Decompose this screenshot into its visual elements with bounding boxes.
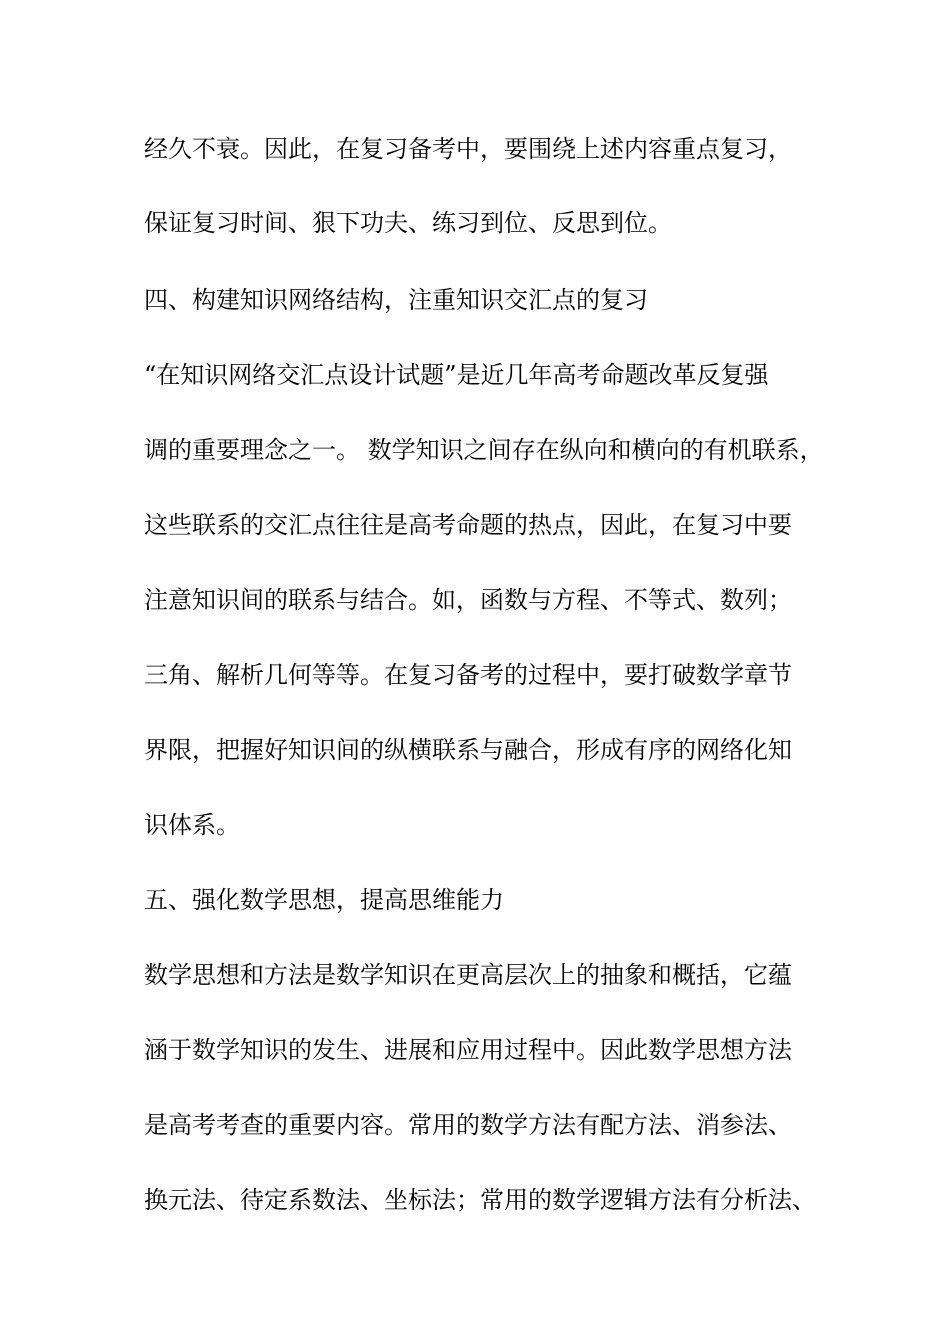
paragraph-line: 是高考考查的重要内容。常用的数学方法有配方法、消参法、 — [144, 1111, 792, 1139]
paragraph-line: 注意知识间的联系与结合。如，函数与方程、不等式、数列； — [144, 586, 792, 614]
paragraph-line: 经久不衰。因此，在复习备考中，要围绕上述内容重点复习， — [144, 135, 792, 163]
paragraph-line: 保证复习时间、狠下功夫、练习到位、反思到位。 — [144, 209, 672, 237]
paragraph-line: 调的重要理念之一。 数学知识之间存在纵向和横向的有机联系， — [144, 436, 824, 464]
paragraph-line: 这些联系的交汇点往往是高考命题的热点，因此，在复习中要 — [144, 511, 792, 539]
paragraph-line: 涵于数学知识的发生、进展和应用过程中。因此数学思想方法 — [144, 1036, 792, 1064]
paragraph-line: 数学思想和方法是数学知识在更高层次上的抽象和概括，它蕴 — [144, 961, 792, 989]
paragraph-line: 界限，把握好知识间的纵横联系与融合，形成有序的网络化知 — [144, 736, 792, 764]
section-heading: 四、构建知识网络结构，注重知识交汇点的复习 — [144, 286, 648, 314]
paragraph-line: “在知识网络交汇点设计试题”是近几年高考命题改革反复强 — [144, 361, 769, 389]
section-heading: 五、强化数学思想，提高思维能力 — [144, 886, 504, 914]
paragraph-line: 三角、解析几何等等。在复习备考的过程中，要打破数学章节 — [144, 661, 792, 689]
paragraph-line: 识体系。 — [144, 811, 240, 839]
paragraph-line: 换元法、待定系数法、坐标法；常用的数学逻辑方法有分析法、 — [144, 1186, 816, 1214]
